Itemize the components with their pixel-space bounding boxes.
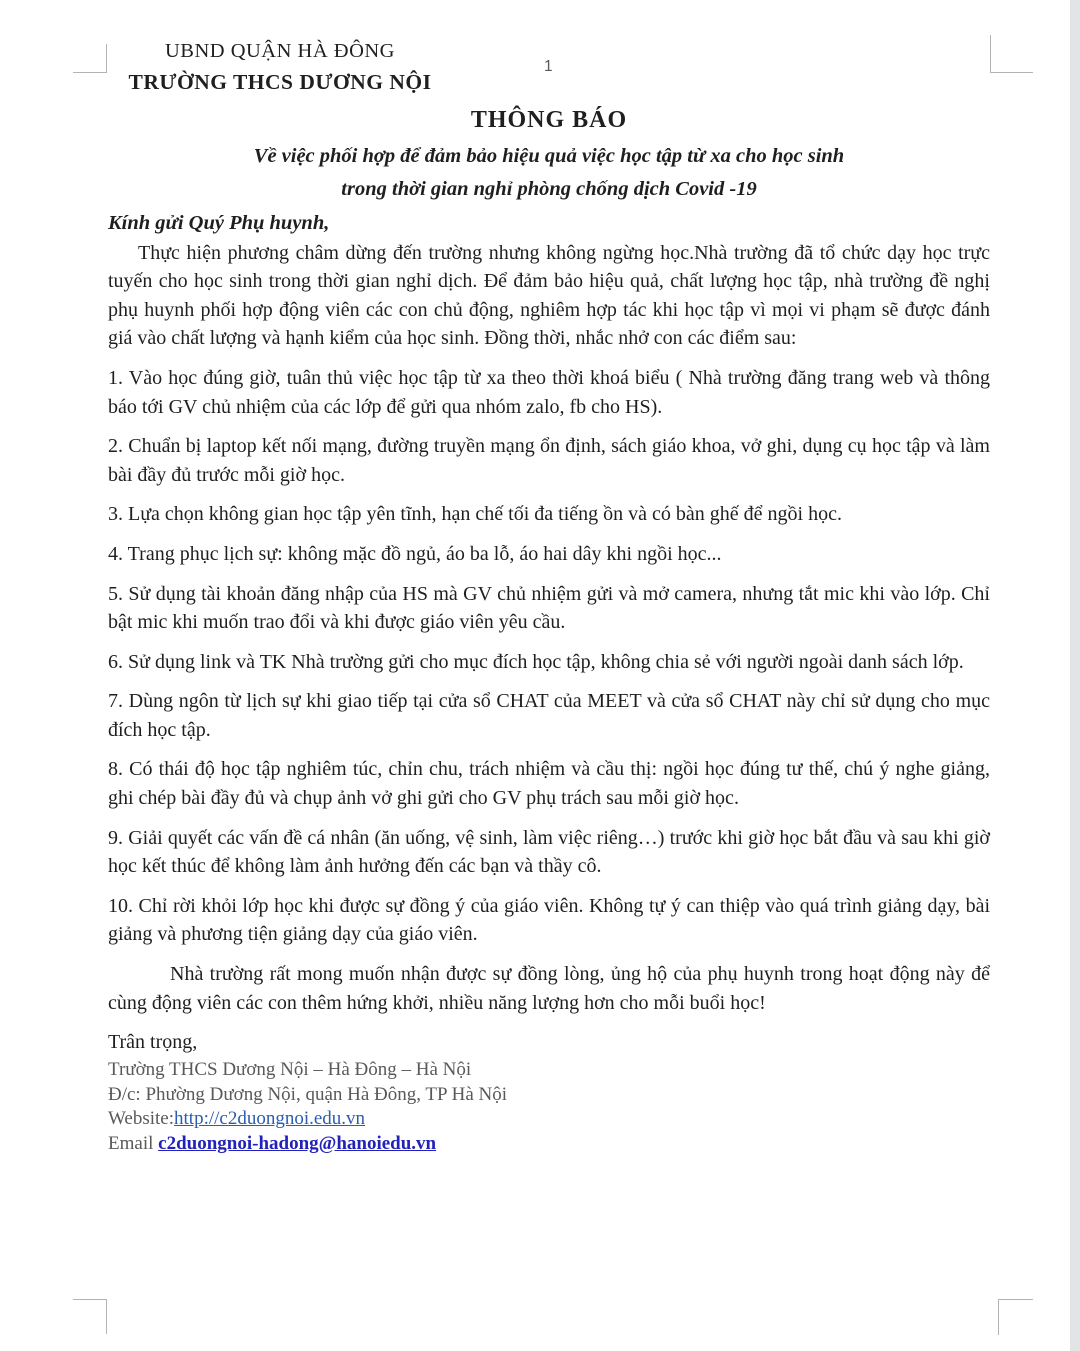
email-link[interactable]: c2duongnoi-hadong@hanoiedu.vn — [158, 1133, 437, 1155]
contact-footer — [108, 1058, 990, 1156]
text-boundary-mark-bottom-right — [998, 1299, 1033, 1335]
email-label: Email — [108, 1133, 154, 1155]
list-item-6: 6. Sử dụng link và TK Nhà trường gửi cho mục đích học tập, không chia sẻ với người ngoài danh sách lớp. — [108, 650, 964, 673]
intro-paragraph: Thực hiện phương châm dừng đến trường nhưng không ngừng học.Nhà trường đã tổ chức dạy học trực tuyến cho học sinh trong thời gian nghỉ dịch. Để đảm bảo hiệu quả, chất lượng học tập, nhà trường đề nghị phụ huynh phối hợp động viên các con chủ động, nghiêm hợp tác khi học tập vì mọi vi phạm sẽ được đánh giá vào chất lượng và hạnh kiểm của học sinh. Đồng thời, nhắc nhở con các điểm sau: — [108, 241, 990, 350]
subtitle-line-1: Về việc phối hợp để đảm bảo hiệu quả việc học tập từ xa cho học sinh — [253, 144, 845, 167]
viewer-right-gutter — [1070, 0, 1080, 1351]
list-item-9: 9. Giải quyết các vấn đề cá nhân (ăn uống, vệ sinh, làm việc riêng…) trước khi giờ học bắt đầu và sau khi giờ học kết thúc để không làm ảnh hưởng đến các bạn và thầy cô. — [108, 826, 990, 878]
text-boundary-mark-top-left — [73, 44, 107, 73]
document-title: THÔNG BÁO — [470, 106, 628, 133]
issuing-authority: UBND QUẬN HÀ ĐÔNG — [164, 40, 395, 62]
website-link[interactable]: http://c2duongnoi.edu.vn — [174, 1108, 366, 1130]
list-item-3: 3. Lựa chọn không gian học tập yên tĩnh, hạn chế tối đa tiếng ồn và có bàn ghế để ngồi học. — [108, 503, 842, 526]
list-item-8: 8. Có thái độ học tập nghiêm túc, chỉn chu, trách nhiệm và cầu thị: ngồi học đúng tư thế, chú ý nghe giảng, ghi chép bài đầy đủ và chụp ảnh vở ghi gửi cho GV phụ trách sau mỗi giờ học. — [108, 758, 990, 810]
footer-address-line: Đ/c: Phường Dương Nội, quận Hà Đông, TP Hà Nội — [108, 1083, 508, 1105]
document-subtitle — [108, 140, 990, 206]
letterhead — [108, 38, 452, 97]
footer-website-line — [108, 1107, 990, 1132]
text-boundary-mark-bottom-left — [73, 1299, 107, 1334]
school-name: TRƯỜNG THCS DƯƠNG NỘI — [128, 69, 432, 94]
footer-email-line — [108, 1132, 990, 1157]
list-item-2: 2. Chuẩn bị laptop kết nối mạng, đường truyền mạng ổn định, sách giáo khoa, vở ghi, dụng cụ học tập và làm bài đầy đủ trước mỗi giờ học. — [108, 435, 990, 486]
list-item-1: 1. Vào học đúng giờ, tuân thủ việc học tập từ xa theo thời khoá biểu ( Nhà trường đăng trang web và thông báo tới GV chủ nhiệm của các lớp để gửi qua nhóm zalo, fb cho HS). — [108, 366, 990, 418]
list-item-7: 7. Dùng ngôn từ lịch sự khi giao tiếp tại cửa sổ CHAT của MEET và cửa sổ CHAT này chỉ sử dụng cho mục đích học tập. — [108, 690, 990, 741]
document-content — [108, 38, 990, 1157]
footer-school-line: Trường THCS Dương Nội – Hà Đông – Hà Nội — [108, 1059, 472, 1081]
text-boundary-mark-top-right — [990, 35, 1033, 73]
closing-paragraph: Nhà trường rất mong muốn nhận được sự đồng lòng, ủng hộ của phụ huynh trong hoạt động này để cùng động viên các con thêm hứng khởi, nhiều năng lượng hơn cho mỗi buổi học! — [108, 963, 990, 1014]
page-number: 1 — [544, 58, 553, 75]
subtitle-line-2: trong thời gian nghỉ phòng chống dịch Covid -19 — [341, 177, 757, 200]
salutation: Kính gửi Quý Phụ huynh, — [108, 211, 330, 234]
sign-off: Trân trọng, — [108, 1031, 198, 1054]
list-item-5: 5. Sử dụng tài khoản đăng nhập của HS mà GV chủ nhiệm gửi và mở camera, nhưng tắt mic khi vào lớp. Chỉ bật mic khi muốn trao đổi và khi được giáo viên yêu cầu. — [108, 582, 990, 634]
list-item-4: 4. Trang phục lịch sự: không mặc đồ ngủ, áo ba lỗ, áo hai dây khi ngồi học... — [108, 542, 722, 565]
list-item-10: 10. Chỉ rời khỏi lớp học khi được sự đồng ý của giáo viên. Không tự ý can thiệp vào quá trình giảng dạy, bài giảng và phương tiện giảng dạy của giáo viên. — [108, 894, 990, 946]
website-label: Website: — [108, 1108, 175, 1130]
